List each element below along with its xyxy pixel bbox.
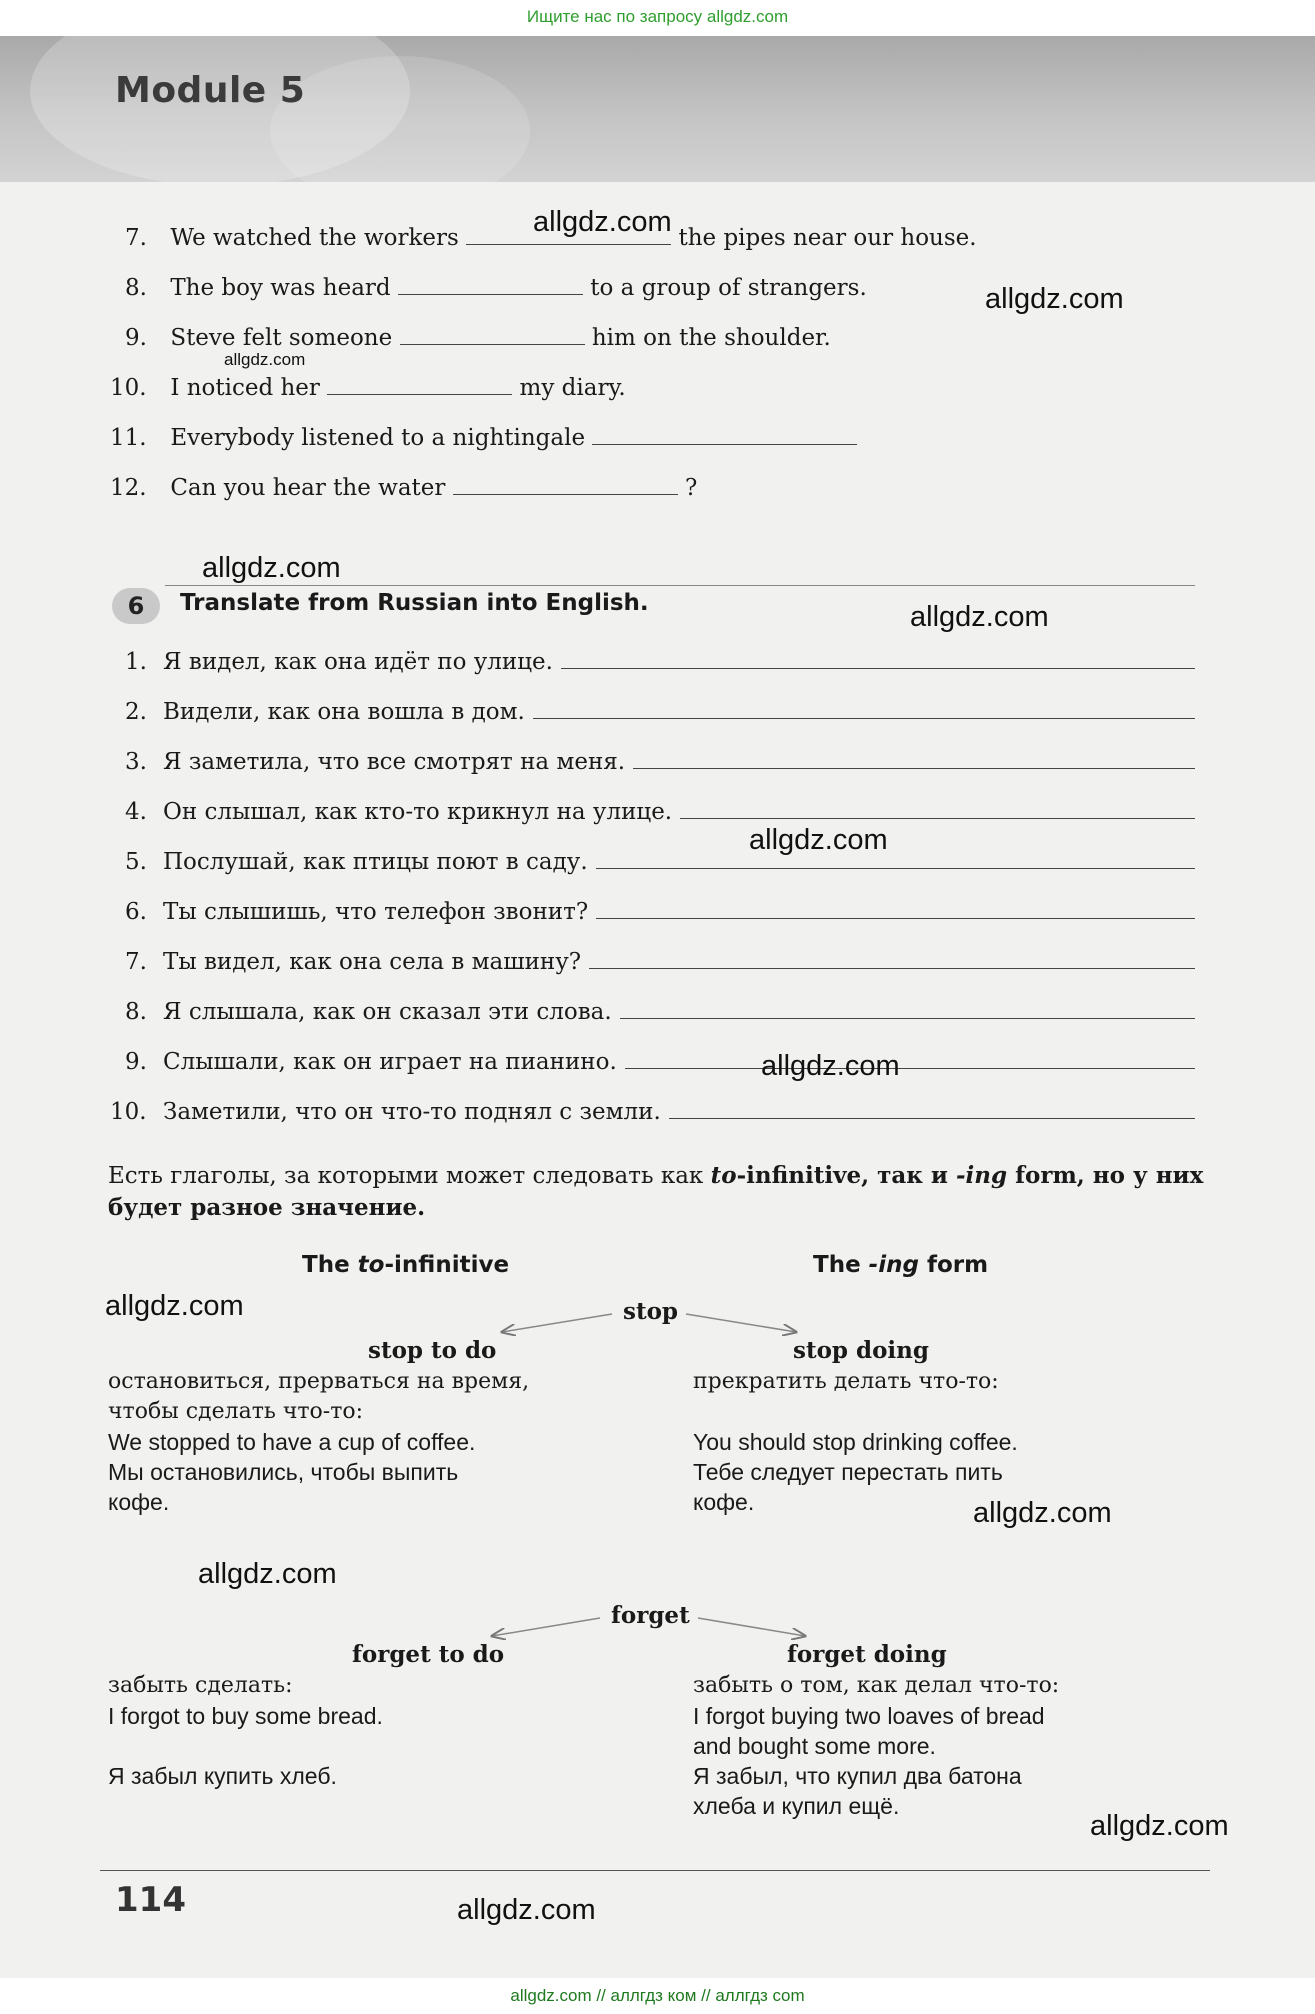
verb-forget: forget [611,1602,690,1629]
arrow-right [686,1314,796,1332]
column-heading-infinitive: The to-infinitive [302,1252,510,1278]
example-translation: кофе. [693,1489,755,1515]
watermark: allgdz.com [202,552,341,584]
example-translation: Мы остановились, чтобы выпить [108,1459,459,1485]
module-title: Module 5 [115,70,306,111]
meaning-text: остановиться, прерваться на время, [108,1369,530,1394]
translation-item: 9. Слышали, как он играет на пианино. [125,1046,1195,1077]
translation-item: 10. Заметили, что он что-то поднял с земли. [110,1096,1195,1127]
example-translation: хлеба и купил ещё. [693,1793,900,1819]
watermark: allgdz.com [105,1290,244,1322]
watermark: allgdz.com [749,824,888,856]
example-sentence: You should stop drinking coffee. [693,1429,1018,1455]
forget-doing-heading: forget doing [787,1641,947,1668]
meaning-text: чтобы сделать что-то: [108,1399,364,1424]
arrow-left [502,1314,612,1332]
verb-stop: stop [623,1298,678,1325]
example-sentence: and bought some more. [693,1733,936,1759]
translation-item: 1. Я видел, как она идёт по улице. [125,646,1195,677]
column-heading-ing-form: The -ing form [813,1252,989,1278]
bottom-banner: allgdz.com // аллгдз ком // аллгдз com [0,1978,1315,2014]
exercise-item: 11. Everybody listened to a nightingale [110,422,857,453]
stop-doing-heading: stop doing [793,1337,929,1364]
translation-item: 2. Видели, как она вошла в дом. [125,696,1195,727]
watermark: allgdz.com [1090,1810,1229,1842]
translation-item: 3. Я заметила, что все смотрят на меня. [125,746,1195,777]
exercise-item: 7. We watched the workers the pipes near our house. [125,222,977,253]
example-sentence: I forgot buying two loaves of bread [693,1703,1045,1729]
example-sentence: I forgot to buy some bread. [108,1703,383,1729]
exercise-item: 8. The boy was heard to a group of strangers. [125,272,867,303]
example-translation: Я забыл, что купил два батона [693,1763,1022,1789]
exercise-number-badge: 6 [112,588,160,624]
page-number: 114 [115,1880,186,1920]
translation-item: 4. Он слышал, как кто-то крикнул на улице. [125,796,1195,827]
stop-to-do-heading: stop to do [368,1337,497,1364]
example-sentence: We stopped to have a cup of coffee. [108,1429,476,1455]
watermark: allgdz.com [761,1050,900,1082]
exercise-item: 9. Steve felt someone him on the shoulder. [125,322,831,353]
translation-item: 7. Ты видел, как она села в машину? [125,946,1195,977]
meaning-text: забыть сделать: [108,1673,293,1698]
watermark: allgdz.com [533,206,672,238]
watermark: allgdz.com [910,601,1049,633]
grammar-note: Есть глаголы, за которыми может следовать как to-infinitive, так и -ing form, но у них будет разное значение. [108,1162,1204,1221]
example-translation: Тебе следует перестать пить [693,1459,1003,1485]
exercise-item: 10. I noticed her my diary. [110,372,626,403]
example-translation: Я забыл купить хлеб. [108,1763,337,1789]
watermark: allgdz.com [985,283,1124,315]
top-banner: Ищите нас по запросу allgdz.com [0,0,1315,36]
watermark: allgdz.com [973,1497,1112,1529]
translation-item: 5. Послушай, как птицы поют в саду. [125,846,1195,877]
example-translation: кофе. [108,1489,170,1515]
meaning-text: прекратить делать что-то: [693,1369,999,1394]
arrow-left [492,1618,600,1636]
watermark: allgdz.com [224,350,306,369]
meaning-text: забыть о том, как делал что-то: [693,1673,1060,1698]
footer-divider [100,1870,1210,1871]
exercise-instruction: Translate from Russian into English. [180,590,649,616]
exercise-item: 12. Can you hear the water ? [110,472,697,503]
watermark: allgdz.com [198,1558,337,1590]
watermark: allgdz.com [457,1894,596,1926]
arrow-right [698,1618,805,1636]
translation-item: 6. Ты слышишь, что телефон звонит? [125,896,1195,927]
forget-to-do-heading: forget to do [352,1641,505,1668]
translation-item: 8. Я слышала, как он сказал эти слова. [125,996,1195,1027]
